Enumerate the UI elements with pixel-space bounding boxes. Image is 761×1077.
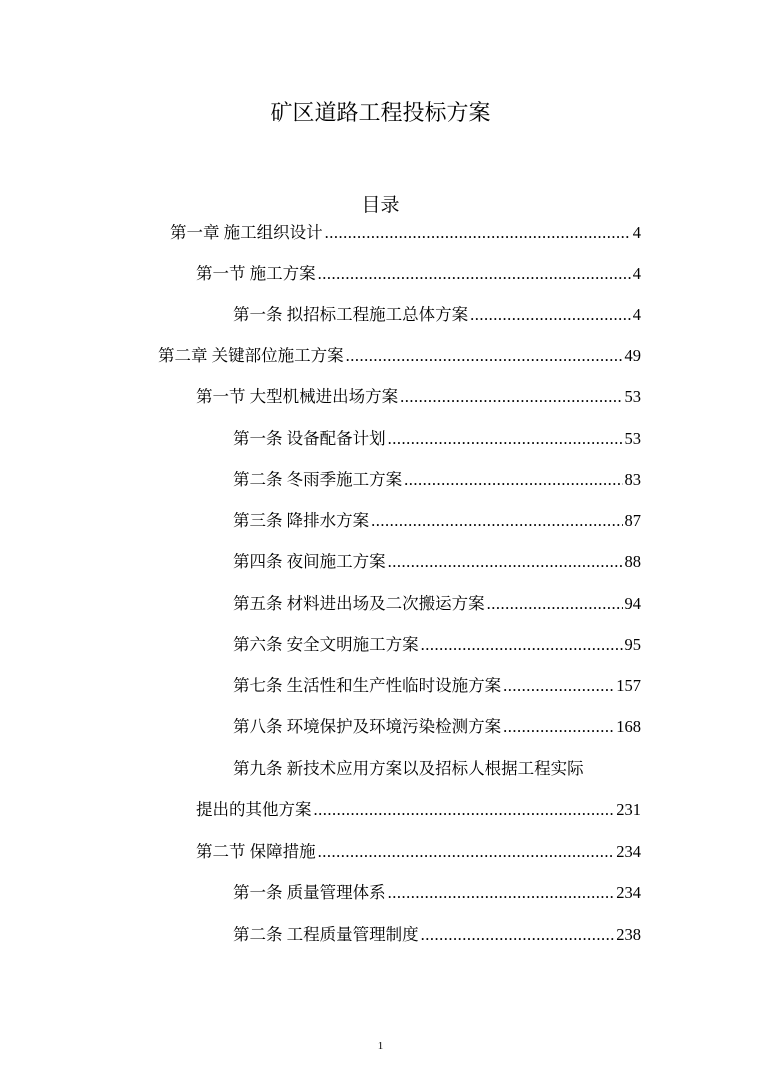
- toc-entry-label: 第一条 设备配备计划: [233, 429, 386, 448]
- dot-leader: [371, 510, 622, 532]
- toc-entry-page: 4: [632, 264, 641, 283]
- dot-leader: [400, 386, 622, 408]
- dot-leader: [388, 882, 615, 904]
- toc-entry[interactable]: [233, 634, 641, 656]
- toc-entry-label: 第七条 生活性和生产性临时设施方案: [233, 676, 502, 695]
- toc-entry-label: 第二条 工程质量管理制度: [233, 925, 419, 944]
- toc-entry-label[interactable]: 第九条 新技术应用方案以及招标人根据工程实际: [233, 759, 584, 778]
- toc-entry-page: 234: [616, 883, 641, 902]
- toc-entry[interactable]: [233, 551, 641, 573]
- dot-leader: [388, 428, 623, 450]
- toc-entry[interactable]: [196, 263, 641, 285]
- toc-entry-label: 第一节 大型机械进出场方案: [196, 387, 399, 406]
- dot-leader: [503, 675, 614, 697]
- toc-entry[interactable]: [170, 222, 641, 244]
- toc-entry-label: 第一节 施工方案: [196, 264, 316, 283]
- toc-entry-page: 4: [632, 223, 641, 242]
- toc-entry[interactable]: [233, 304, 641, 326]
- toc-entry-label: 第五条 材料进出场及二次搬运方案: [233, 594, 485, 613]
- toc-entry-page: 94: [624, 594, 641, 613]
- toc-entry[interactable]: [233, 428, 641, 450]
- toc-entry-page: 4: [632, 305, 641, 324]
- toc-entry-label: 第二章 关键部位施工方案: [158, 346, 344, 365]
- toc-entry-label: 第八条 环境保护及环境污染检测方案: [233, 717, 502, 736]
- toc-entry-page: 95: [624, 635, 641, 654]
- dot-leader: [325, 222, 631, 244]
- document-title: 矿区道路工程投标方案: [270, 101, 491, 126]
- dot-leader: [487, 593, 623, 615]
- toc-entry-label: 第二条 冬雨季施工方案: [233, 470, 403, 489]
- toc-entry[interactable]: [233, 716, 641, 738]
- toc-entry-label: 第二节 保障措施: [196, 842, 316, 861]
- toc-heading: 目录: [361, 194, 400, 216]
- dot-leader: [318, 841, 615, 863]
- dot-leader: [503, 716, 614, 738]
- toc-entry-label-continuation: 提出的其他方案: [196, 800, 312, 819]
- dot-leader: [346, 345, 623, 367]
- toc-entry[interactable]: [233, 510, 641, 532]
- toc-entry-page: 49: [624, 346, 641, 365]
- toc-entry-page: 53: [624, 429, 641, 448]
- toc-entry[interactable]: [196, 799, 641, 821]
- toc-entry-page: 234: [616, 842, 641, 861]
- toc-entry[interactable]: [233, 882, 641, 904]
- toc-entry[interactable]: [233, 675, 641, 697]
- toc-entry-label: 第一章 施工组织设计: [170, 223, 323, 242]
- toc-entry[interactable]: [196, 386, 641, 408]
- toc-entry-page: 83: [624, 470, 641, 489]
- dot-leader: [388, 551, 623, 573]
- toc-entry-page: 231: [616, 800, 641, 819]
- toc-entry[interactable]: [196, 841, 641, 863]
- dot-leader: [421, 924, 615, 946]
- toc-entry-label: 第三条 降排水方案: [233, 511, 370, 530]
- toc-entry-label: 第四条 夜间施工方案: [233, 552, 386, 571]
- toc-entry[interactable]: [158, 345, 641, 367]
- dot-leader: [318, 263, 631, 285]
- toc-entry-label: 第一条 质量管理体系: [233, 883, 386, 902]
- toc-entry-label: 第六条 安全文明施工方案: [233, 635, 419, 654]
- dot-leader: [404, 469, 622, 491]
- toc-entry-page: 168: [616, 717, 641, 736]
- toc-entry[interactable]: [233, 924, 641, 946]
- toc-entry-page: 157: [616, 676, 641, 695]
- toc-entry[interactable]: [233, 469, 641, 491]
- toc-entry-page: 88: [624, 552, 641, 571]
- toc-entry-page: 53: [624, 387, 641, 406]
- toc-entry[interactable]: [233, 593, 641, 615]
- toc-entry-page: 238: [616, 925, 641, 944]
- dot-leader: [421, 634, 623, 656]
- toc-entry-page: 87: [624, 511, 641, 530]
- page-number: 1: [377, 1040, 384, 1052]
- dot-leader: [470, 304, 631, 326]
- dot-leader: [314, 799, 615, 821]
- toc-entry-label: 第一条 拟招标工程施工总体方案: [233, 305, 469, 324]
